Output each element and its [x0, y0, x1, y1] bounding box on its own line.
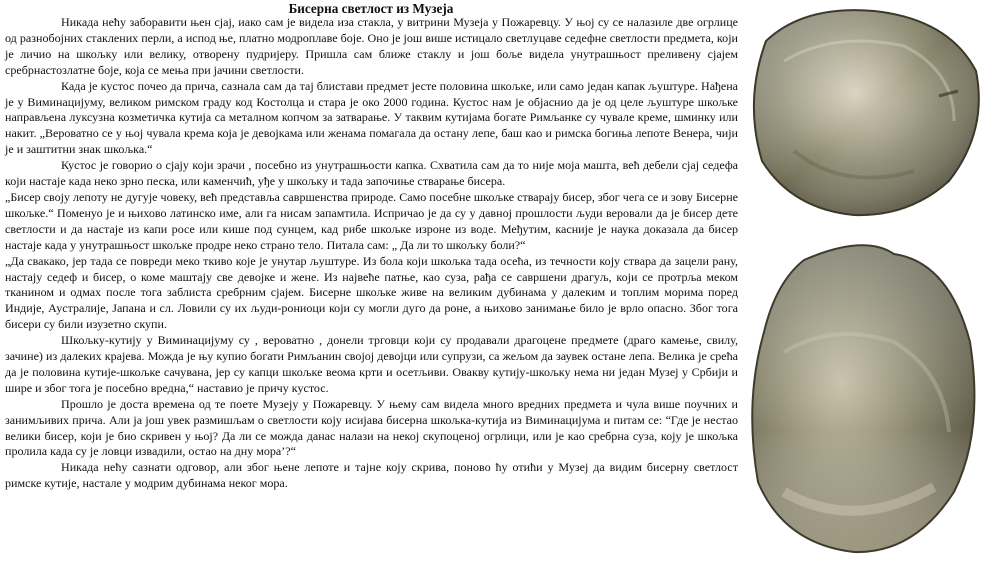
shell-exterior-photo	[744, 232, 982, 559]
paragraph-3: Кустос је говорио о сјају који зрачи , посебно из унутрашњости капка. Схватила сам да то није моја машта, већ дебели сјај седефа који настаје када неко зрно песка, или каменчић, уђе у шкољку и тада започиње стварање бисера.	[5, 158, 738, 189]
paragraph-7: Прошло је доста времена од те поете Музеју у Пожаревцу. У њему сам видела много вредних предмета и чула више поучних и занимљивих прича. Али ја још увек размишљам о светлости коју исијава бисерна шкољка-кутија из Виминацијума и питам се: “Где је нестао велики бисер, који је био скривен у њој? Да ли се можда данас налази на некој скупоценој огрлици, или је као сребрна суза, коју је шкољка пролила када су је ловци извадили, остао на дну мора’?“	[5, 396, 738, 459]
paragraph-2: Када је кустос почео да прича, сазнала сам да тај блистави предмет јесте половина шкољке, или само један капак љуштуре. Нађена је у Виминацијуму, великом римском граду код Костолца и стара је око 2000 година. Кустос нам је објаснио да је од целе љуштуре шкољке направљена луксузна козметичка кутија са металном копчом за затварање. У таквим кутијама богате Римљанке су чувале креме, шминку или накит. „Вероватно се у њој чувала крема која је девојкама или женама помагала да остану лепе, баш као и римска богиња лепоте Венера, чији је и заштитни знак шкољка.“	[5, 78, 738, 157]
page-title: Бисерна светлост из Музеја	[288, 1, 454, 16]
paragraph-1: Никада нећу заборавити њен сјај, иако сам је видела иза стакла, у витрини Музеја у Пожаревцу. У њој су се налазиле две огрлице од разнобојних стаклених перли, а испод ње, платно модроплаве боје. Оно је још више истицало светлуцаве седефне светлости предмета, који је личио на шкољку или велику, отворену пудријеру. Пришла сам ближе стаклу и још боље видела унутрашњост преливену сјајем сребрнастозлатне боје, која се мења при јачини светлости.	[5, 15, 738, 77]
paragraph-6: Шкољку-кутију у Виминацијуму су , вероватно , донели трговци који су продавали драгоцене предмете (драго камење, свилу, зачине) из далеких крајева. Можда је њу купио богати Римљанин својој девојци или супрузи, са жељом да заувек остане лепа. Велика је срећа да је половина кутије-шкољке сачувана, јер су капци шкољке веома крти и осетљиви. Овакву кутију-шкољку нема ни један Музеј у Србији и шире и због тога је посебно вредна,“ наставио је причу кустос.	[5, 333, 738, 395]
paragraph-4: „Бисер своју лепоту не дугује човеку, већ представља савршенства природе. Само посебне шкољке стварају бисер, због чега се и зову Бисерне шкољке.“ Поменуо је и њихово латинско име, али га нисам запамтила. Испричао је да су у давној прошлости људи веровали да је бисер дете светлости и да настаје из капи росе или кише под сунцем, кад рибе шкољке изроне из воде. Међутим, касније је наука доказала да бисер настаје када у унутрашњост шкољке продре неко страно тело. Питала сам: „ Да ли то шкољку боли?“	[5, 189, 738, 252]
shell-interior-photo	[744, 1, 982, 223]
paragraph-8: Никада нећу сазнати одговор, али због њене лепоте и тајне коју скрива, поново ћу отићи у Музеј да видим бисерну светлост римске кутије, настале у модрим дубинама неког мора.	[5, 460, 738, 491]
paragraph-5: „Да свакако, јер тада се повреди меко ткиво које је унутар љуштуре. Из бола који шкољка тада осећа, из течности коју ствара да зацели рану, настају седеф и бисер, о коме маштају све девојке и жене. Из највеће патње, као суза, рађа се савршени драгуљ, који се протрља меком тканином и одмах после тога заблиста сребрним сјајем. Бисерне шкољке живе на великим дубинама у далеким и топлим морима поред Индије, Аустралије, Јапана и сл. Ловили су их људи-рониоци који су могли дуго да роне, а њихово занимање било је врло опасно. Због тога бисери су били изузетно скупи.	[5, 253, 738, 332]
article-body	[5, 15, 738, 492]
